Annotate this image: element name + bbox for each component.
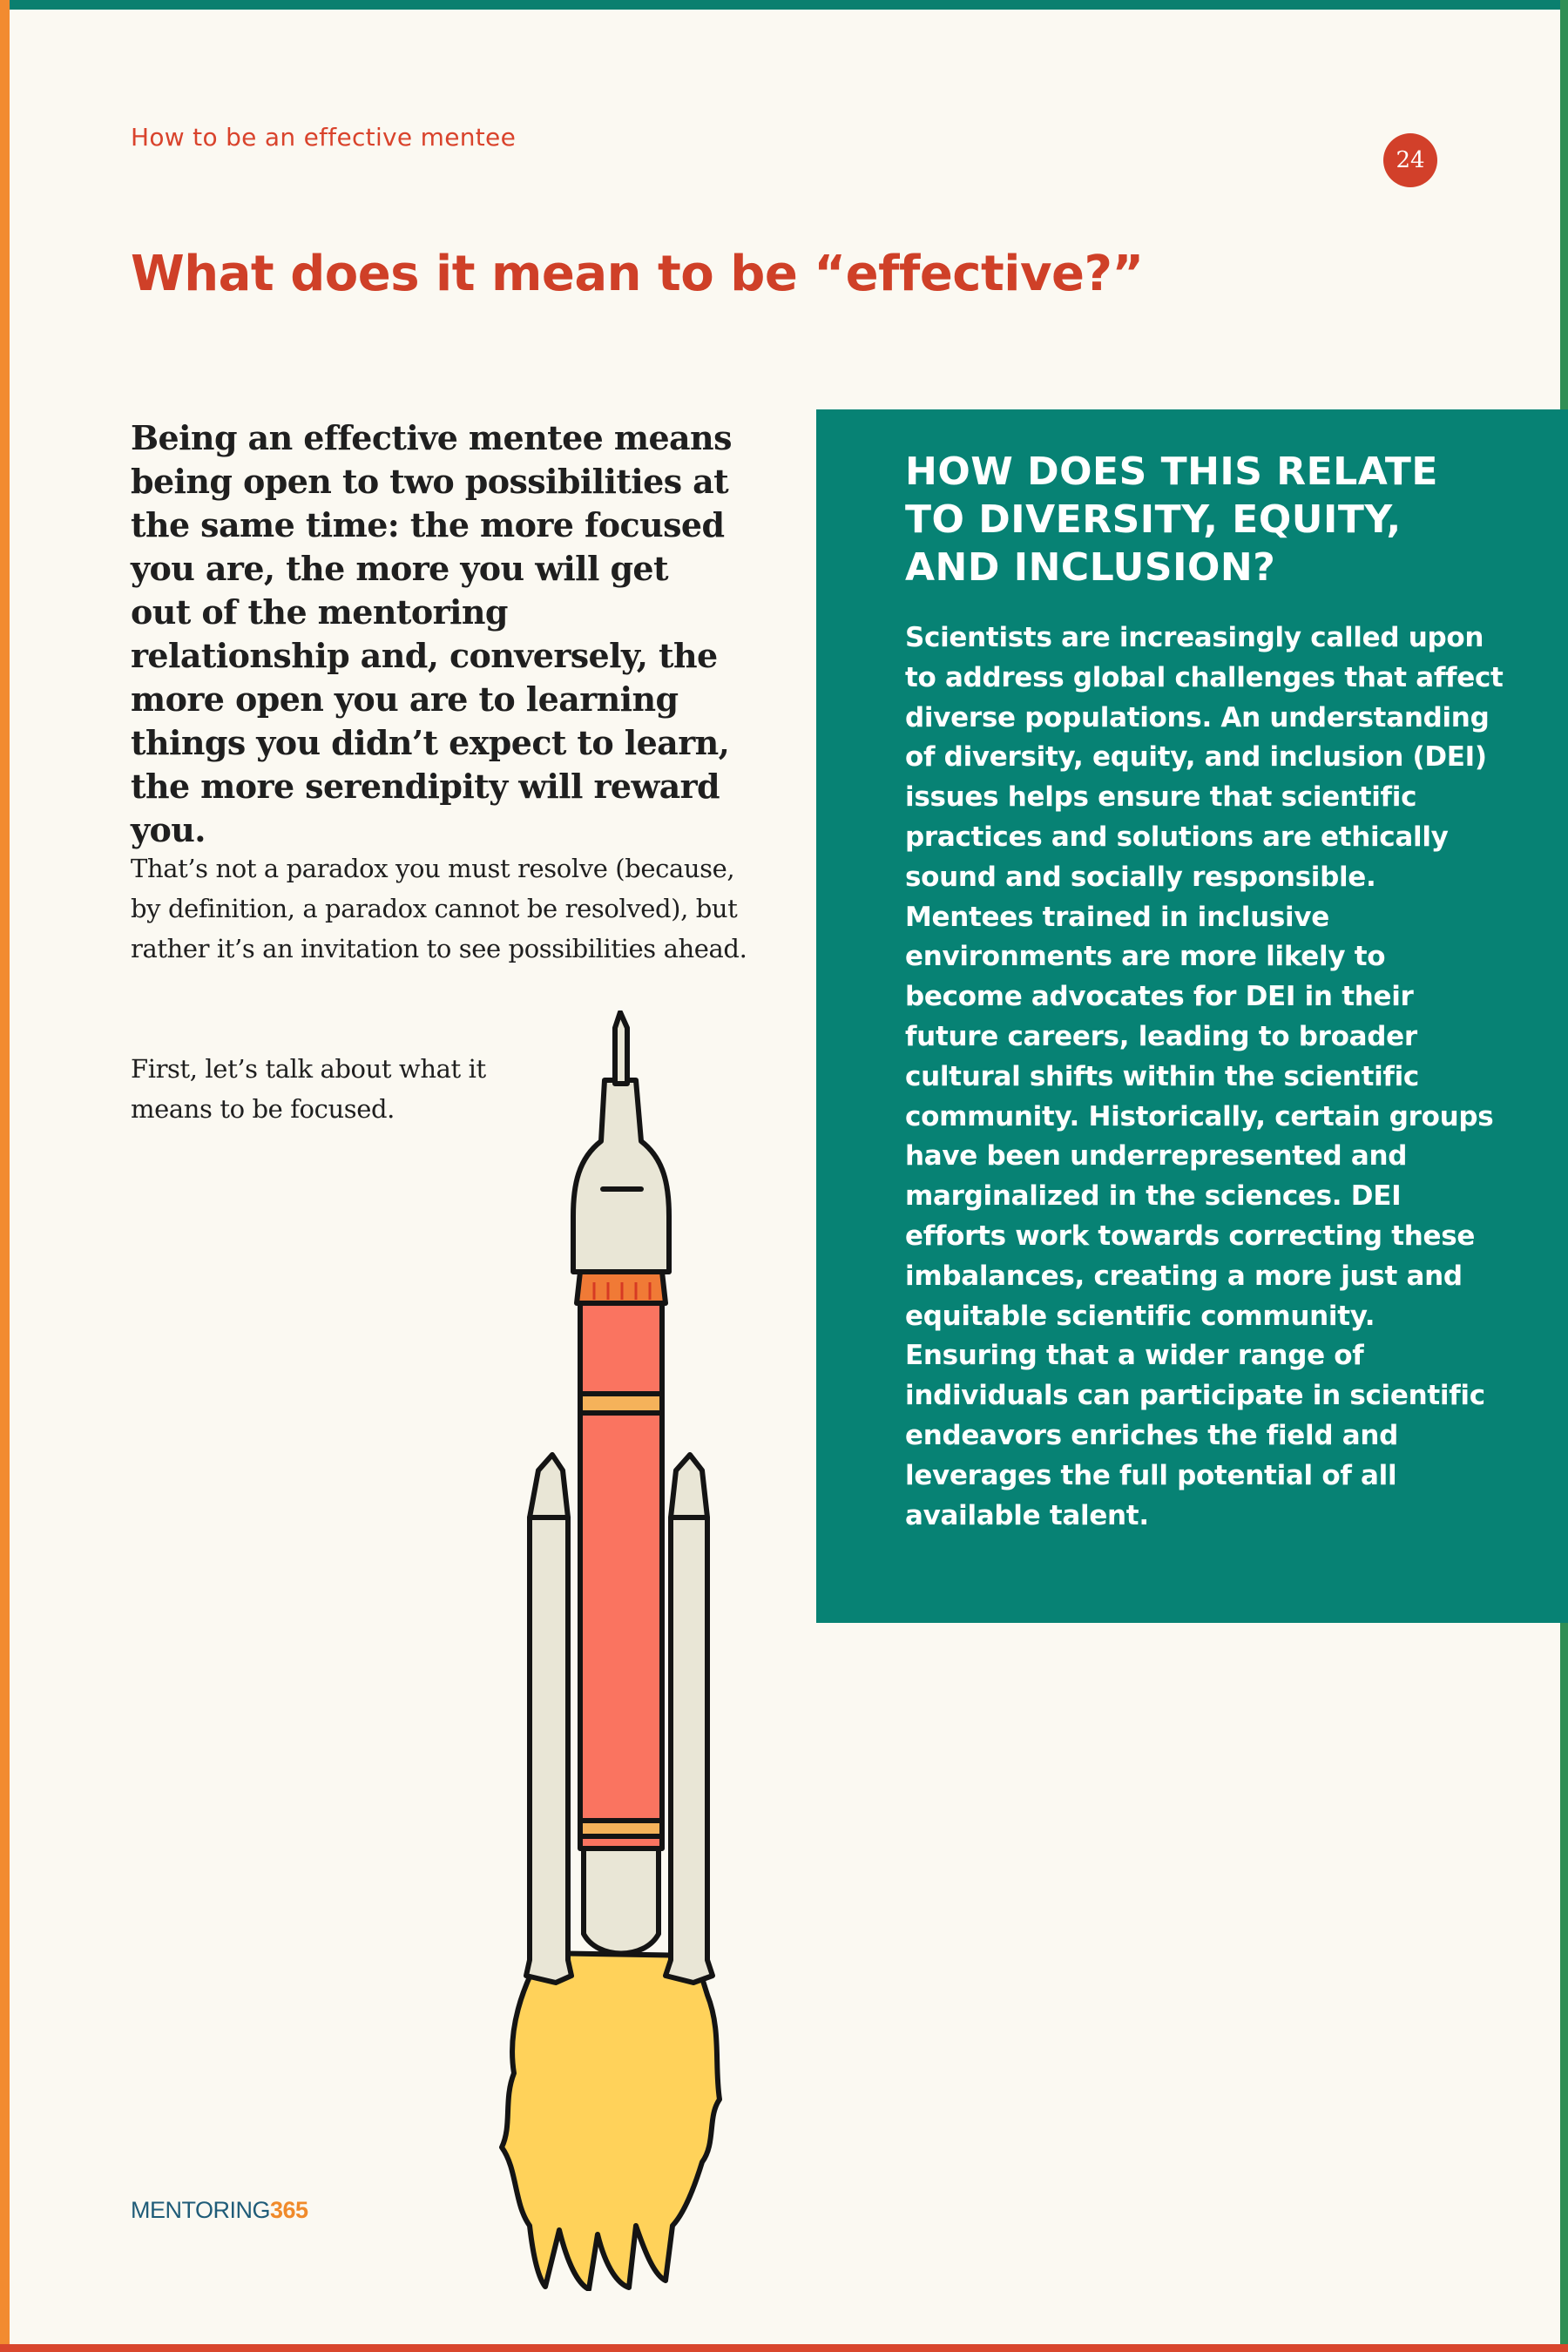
dei-sidebar <box>816 409 1568 1623</box>
rocket-illustration <box>488 1010 749 2291</box>
top-border <box>0 0 1568 10</box>
capsule <box>573 1080 669 1272</box>
left-booster <box>526 1455 571 1983</box>
escape-tower <box>615 1012 627 1084</box>
body-paragraph-1: That’s not a paradox you must resolve (because, by definition, a paradox cannot be resolved), but rather it’s an invitation to see possibilities ahead. <box>131 854 747 963</box>
body-paragraph-2: First, let’s talk about what it means to be focused. <box>131 1054 486 1124</box>
bottom-border <box>0 2344 1568 2352</box>
sidebar-body: Scientists are increasingly called upon to address global challenges that affect diverse populations. An understanding of diversity, equity, and inclusion (DEI) issues helps ensure that scientific practices and solutions are ethically sound and socially responsible. Mentees trained in inclusive environments are more likely to become advocates for DEI in their future careers, leading to broader cultural shifts within the scientific community. Historically, certain groups have been underrepresented and marginalized in the sciences. DEI efforts work towards correcting these imbalances, creating a more just and equitable scientific community. Ensuring that a wider range of individuals can participate in scientific endeavors enriches the field and leverages the full potential of all available talent. <box>905 622 1504 1531</box>
rocket-flame <box>502 1953 720 2289</box>
lead-paragraph: Being an effective mentee means being open to two possibilities at the same time: the more focused you are, the more you will get out of the mentoring relationship and, conversely, the more open you are to learning things you didn’t expect to learn, the more serendipity will reward you. <box>131 418 732 849</box>
sidebar-title: HOW DOES THIS RELATE TO DIVERSITY, EQUITY, AND INCLUSION? <box>905 449 1438 590</box>
page-title: What does it mean to be “effective?” <box>131 246 1144 302</box>
core-stage <box>580 1298 662 1848</box>
mentoring365-logo: MENTORING365 <box>131 2197 308 2223</box>
right-booster <box>666 1455 713 1983</box>
left-border <box>0 0 10 2352</box>
engine-section <box>584 1847 659 1954</box>
page-number-badge: 24 <box>1383 133 1437 187</box>
running-head: How to be an effective mentee <box>131 123 517 152</box>
